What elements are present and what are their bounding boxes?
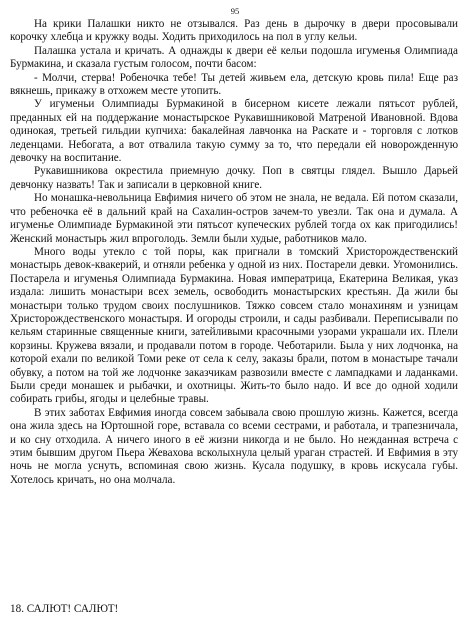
chapter-heading: 18. САЛЮТ! САЛЮТ! bbox=[10, 603, 119, 615]
paragraph: Но монашка-невольница Евфимия ничего об этом не знала, не ведала. Ей потом сказали, что ребеночка её в дальний край на Сахалин-остров зачем-то увезли. Так она и думала. А игуменье Олимпиаде Бурмакиной эти пятьсот купеческих рублей тогда ох как пригодились! Женский монастырь жил впроголодь. Земли были худые, работников мало. bbox=[10, 192, 458, 245]
paragraph: У игуменьи Олимпиады Бурмакиной в бисерном кисете лежали пятьсот рублей, преданных ей на поддержание монастырское Рукавишниковой Матреной Ивановной. Вдова одинокая, третьей гильдии купчиха: бакалейная лавчонка на Раскате и - торговля с лотков леденцами. Небогата, а вот отвалила такую сумму за то, что передали ей новорожденную девочку на воспитание. bbox=[10, 98, 458, 165]
dialogue-paragraph: - Молчи, стерва! Робеночка тебе! Ты детей живьем ела, детскую кровь пила! Еще раз вякнешь, прикажу в отхожем месте утопить. bbox=[10, 71, 458, 98]
paragraph: Много воды утекло с той поры, как пригнали в томский Христорождественский монастырь девок-квакерий, и отняли ребенка у одной из них. Постарели девки. Угомонились. Постарела и игуменья Олимпиада Бурмакина. Новая императрица, Екатерина Великая, указ издала: лишить монастыри всех земель, освободить монастырских крестьян. Да жили бы монастыри только трудом своих послушников. Тяжко совсем стало монахиням и узницам Христорождественского монастыря. И огороды строили, и сады разбивали. Переписывали по кельям старинные священные книги, затейливыми красочными узорами украшали их. Плели корзины. Кружева вязали, и продавали потом в городе. Чеботарили. Была у них лодчонка, на которой ехали по великой Томи реке от села к селу, заказы брали, потом в монастыре тачали обувку, а потом на той же лодчонке заказчикам развозили вместе с лампадками и ладанками. Были среди монашек и рыбачки, и охотницы. Жить-то было надо. И все до одной ходили собирать грибы, ягоды и целебные травы. bbox=[10, 245, 458, 406]
paragraph: Палашка устала и кричать. А однажды к двери её кельи подошла игуменья Олимпиада Бурмакина, и сказала густым голосом, почти басом: bbox=[10, 44, 458, 71]
paragraph: На крики Палашки никто не отзывался. Раз день в дырочку в двери просовывали корочку хлебца и кружку воды. Ходить приходилось на пол в углу кельи. bbox=[10, 18, 458, 44]
text-body bbox=[10, 18, 458, 487]
paragraph: В этих заботах Евфимия иногда совсем забывала свою прошлую жизнь. Кажется, всегда она жила здесь на Юртошной горе, вставала со всеми сестрами, и работала, и трапезничала, и ко сну отходила. А ничего иного в её жизни никогда и не было. Но нежданная встреча с этим бывшим другом Пьера Жевахова всколыхнула целый ураган страстей. И Евфимия в эту ночь не могла уснуть, вспоминая свою жизнь. Кусала подушку, в кровь искусала губы. Хотелось кричать, но она молчала. bbox=[10, 406, 458, 486]
paragraph: Рукавишникова окрестила приемную дочку. Поп в святцы глядел. Вышло Дарьей девчонку назвать! Так и записали в церковной книге. bbox=[10, 165, 458, 191]
page-number: 95 bbox=[230, 6, 240, 16]
